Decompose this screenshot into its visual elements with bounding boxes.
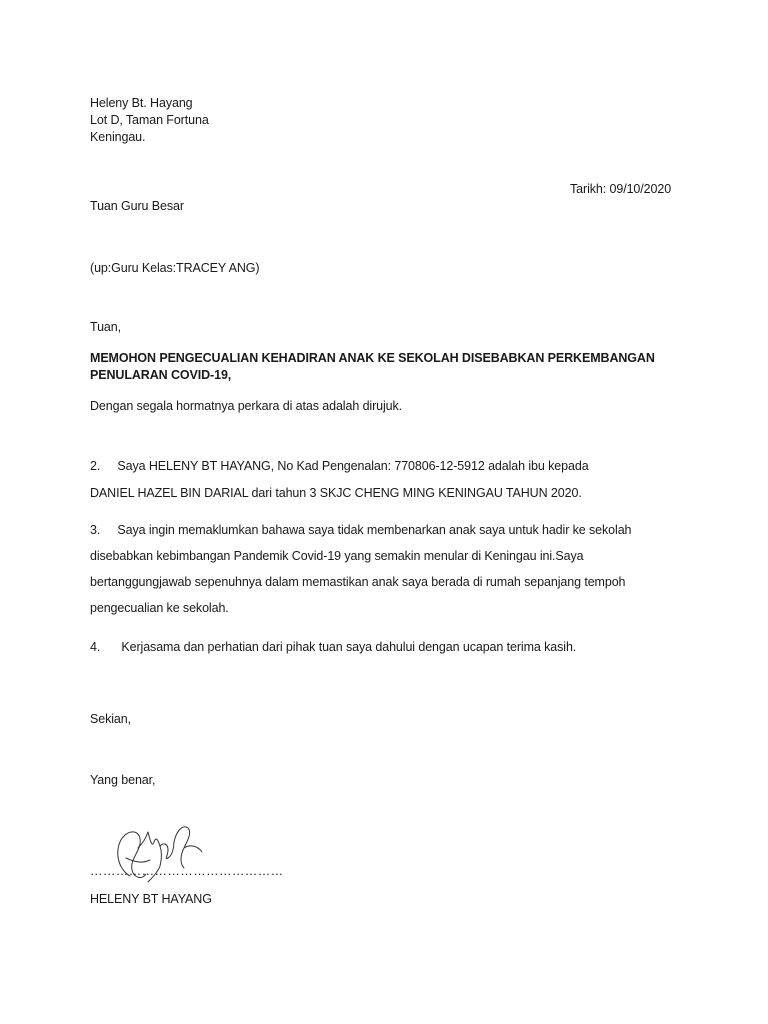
paragraph-3-line3: bertanggungjawab sepenuhnya dalam memastikan anak saya berada di rumah sepanjang tempoh bbox=[90, 575, 626, 589]
subject-line1: MEMOHON PENGECUALIAN KEHADIRAN ANAK KE SEKOLAH DISEBABKAN PERKEMBANGAN bbox=[90, 351, 655, 365]
letter-date: Tarikh: 09/10/2020 bbox=[570, 182, 672, 196]
paragraph-2-text-line1: Saya HELENY BT HAYANG, No Kad Pengenalan: 770806-12-5912 adalah ibu kepada bbox=[117, 459, 589, 473]
recipient-attention: (up:Guru Kelas:TRACEY ANG) bbox=[90, 261, 260, 275]
subject-line2: PENULARAN COVID-19, bbox=[90, 368, 232, 382]
sender-name: Heleny Bt. Hayang bbox=[90, 96, 193, 110]
opening-line: Dengan segala hormatnya perkara di atas adalah dirujuk. bbox=[90, 399, 403, 413]
paragraph-4-line1 bbox=[90, 639, 576, 655]
paragraph-2-number: 2. bbox=[90, 459, 101, 473]
paragraph-2-line2: DANIEL HAZEL BIN DARIAL dari tahun 3 SKJC CHENG MING KENINGAU TAHUN 2020. bbox=[90, 486, 582, 500]
signer-name: HELENY BT HAYANG bbox=[90, 892, 212, 906]
signature-dotted-line: ……………………………………… bbox=[90, 864, 284, 878]
paragraph-3-number: 3. bbox=[90, 523, 101, 537]
salutation: Tuan, bbox=[90, 320, 122, 334]
paragraph-3-line4: pengecualian ke sekolah. bbox=[90, 601, 229, 615]
recipient-title: Tuan Guru Besar bbox=[90, 199, 184, 213]
paragraph-2-line1 bbox=[90, 458, 589, 474]
paragraph-3-line1 bbox=[90, 522, 631, 538]
paragraph-3-line2: disebabkan kebimbangan Pandemik Covid-19 yang semakin menular di Keningau ini.Saya bbox=[90, 549, 584, 563]
closing-yang-benar: Yang benar, bbox=[90, 773, 156, 787]
paragraph-3-text-line1: Saya ingin memaklumkan bahawa saya tidak membenarkan anak saya untuk hadir ke sekolah bbox=[117, 523, 632, 537]
paragraph-4-text-line1: Kerjasama dan perhatian dari pihak tuan saya dahului dengan ucapan terima kasih. bbox=[121, 640, 577, 654]
sender-address-line1: Lot D, Taman Fortuna bbox=[90, 113, 209, 127]
sender-address-line2: Keningau. bbox=[90, 130, 146, 144]
closing-sekian: Sekian, bbox=[90, 712, 131, 726]
paragraph-4-number: 4. bbox=[90, 640, 101, 654]
